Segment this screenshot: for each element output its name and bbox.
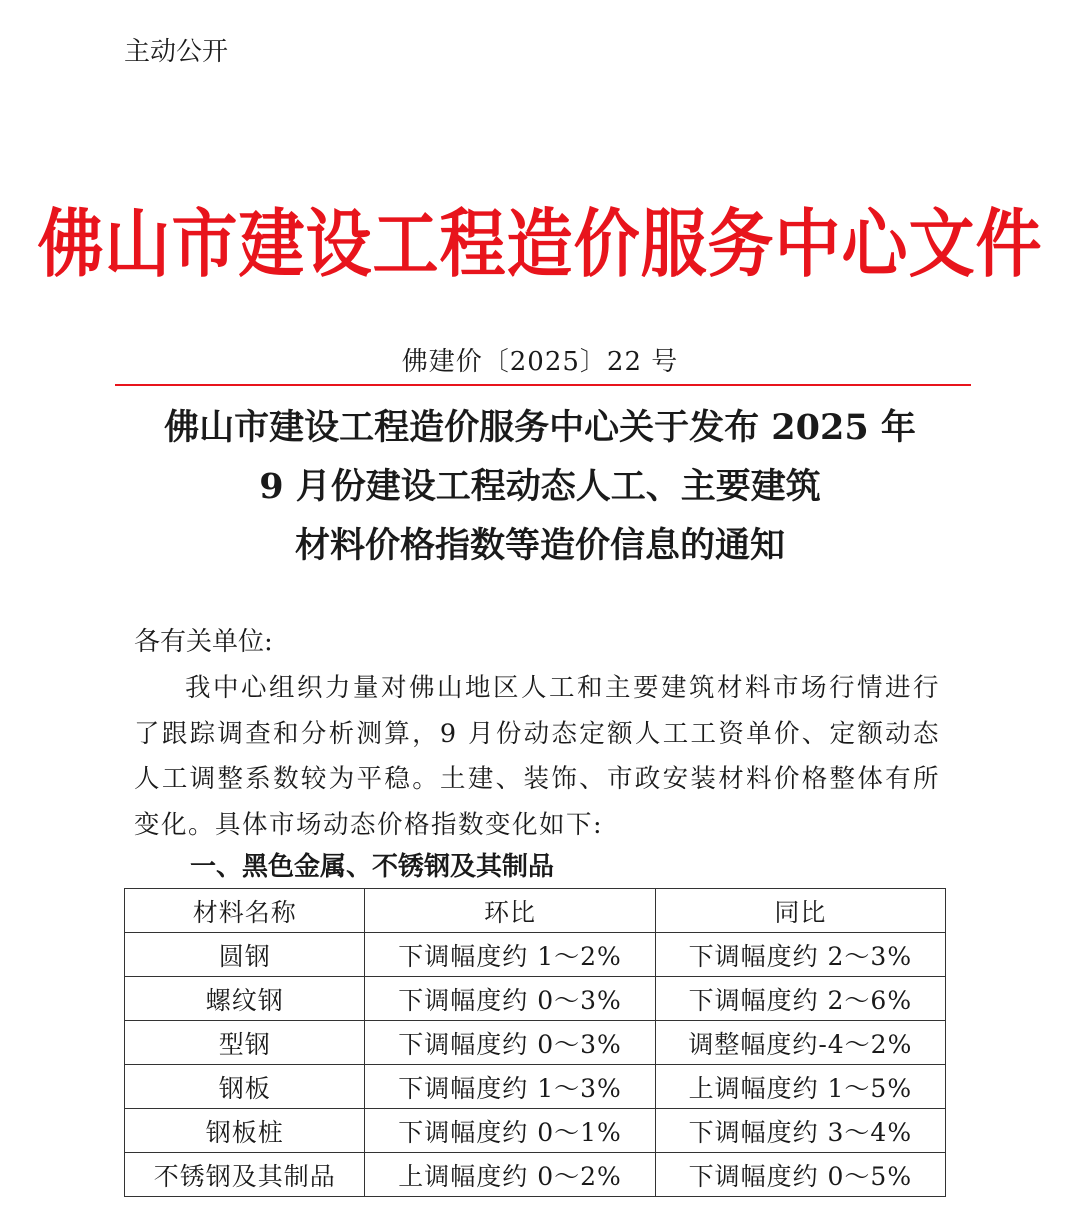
column-header-yoy: 同比: [655, 889, 945, 933]
column-header-material: 材料名称: [125, 889, 365, 933]
material-cell: 钢板桩: [125, 1109, 365, 1153]
title-line-2: 9 月份建设工程动态人工、主要建筑: [259, 466, 821, 507]
mom-cell: 下调幅度约 1～2%: [365, 933, 655, 977]
mom-cell: 上调幅度约 0～2%: [365, 1153, 655, 1197]
mom-cell: 下调幅度约 0～3%: [365, 1021, 655, 1065]
table-row: [125, 933, 946, 977]
yoy-cell: 下调幅度约 2～6%: [655, 977, 945, 1021]
mom-cell: 下调幅度约 0～1%: [365, 1109, 655, 1153]
material-cell: 圆钢: [125, 933, 365, 977]
table-row: [125, 977, 946, 1021]
yoy-cell: 上调幅度约 1～5%: [655, 1065, 945, 1109]
body-paragraph: 我中心组织力量对佛山地区人工和主要建筑材料市场行情进行了跟踪调查和分析测算，9 月份动态定额人工工资单价、定额动态人工调整系数较为平稳。土建、装饰、市政安装材料价格整体有所变化。具体市场动态价格指数变化如下:: [134, 673, 940, 840]
material-cell: 螺纹钢: [125, 977, 365, 1021]
price-index-table: [124, 888, 946, 1197]
column-header-mom: 环比: [365, 889, 655, 933]
yoy-cell: 下调幅度约 3～4%: [655, 1109, 945, 1153]
table-row: [125, 1065, 946, 1109]
document-title: [0, 398, 1080, 575]
table-row: [125, 1021, 946, 1065]
material-cell: 型钢: [125, 1021, 365, 1065]
yoy-cell: 下调幅度约 2～3%: [655, 933, 945, 977]
mom-cell: 下调幅度约 0～3%: [365, 977, 655, 1021]
table-row: [125, 1109, 946, 1153]
title-line-1: 佛山市建设工程造价服务中心关于发布 2025 年: [164, 407, 916, 448]
disclosure-label: 主动公开: [124, 37, 229, 67]
material-cell: 钢板: [125, 1065, 365, 1109]
table-row: [125, 1153, 946, 1197]
section-heading: 一、黑色金属、不锈钢及其制品: [190, 852, 555, 882]
table-header-row: [125, 889, 946, 933]
title-line-3: 材料价格指数等造价信息的通知: [294, 525, 785, 566]
mom-cell: 下调幅度约 1～3%: [365, 1065, 655, 1109]
salutation: 各有关单位:: [134, 627, 273, 657]
issuer-header: 佛山市建设工程造价服务中心文件: [37, 199, 1043, 288]
yoy-cell: 下调幅度约 0～5%: [655, 1153, 945, 1197]
red-divider-line: [115, 384, 971, 386]
yoy-cell: 调整幅度约-4～2%: [655, 1021, 945, 1065]
document-number: 佛建价〔2025〕22 号: [401, 347, 679, 377]
material-cell: 不锈钢及其制品: [125, 1153, 365, 1197]
